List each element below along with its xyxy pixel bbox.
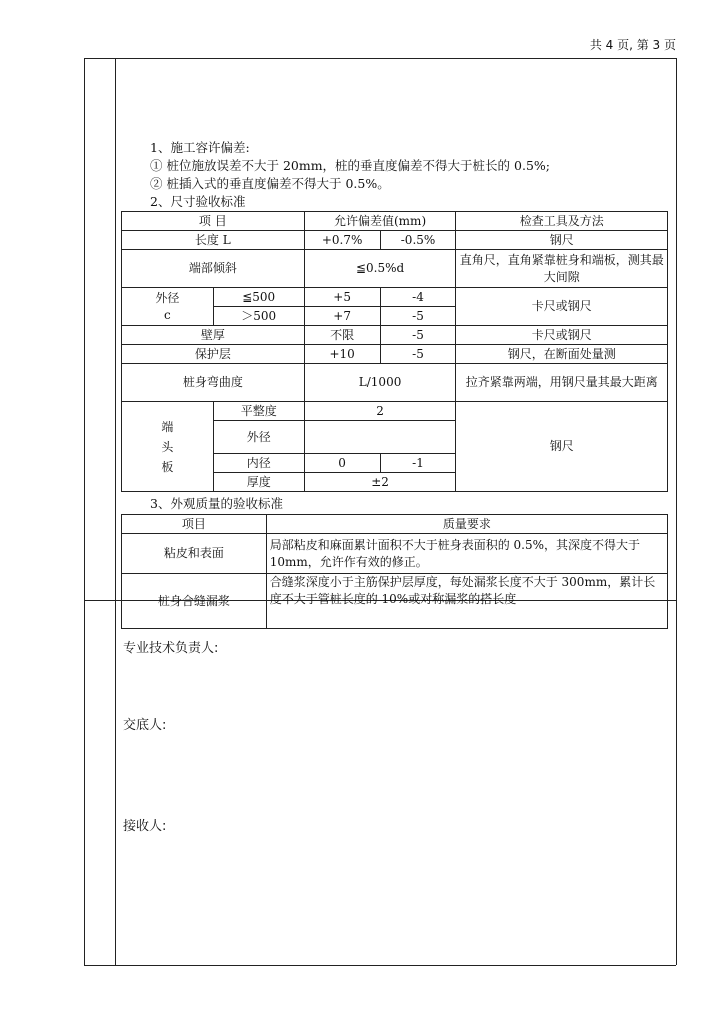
cell-endplate-label (122, 402, 214, 492)
receiver-label: 接收人: (123, 819, 167, 834)
cell-outer-sub1-neg: -4 (380, 288, 456, 307)
cell-outer-method: 卡尺或钢尺 (456, 288, 668, 326)
tech-lead-label: 专业技术负责人: (123, 641, 219, 656)
frame-left-line (84, 58, 85, 965)
endplate-char-3: 板 (161, 459, 174, 474)
cell-length-method: 钢尺 (456, 231, 668, 250)
table-row (122, 288, 668, 307)
cell-tilt-label: 端部倾斜 (122, 250, 305, 288)
dimension-table (121, 211, 668, 492)
header-appearance-item: 项目 (122, 515, 267, 534)
cell-bend-label: 桩身弯曲度 (122, 364, 305, 402)
endplate-char-1: 端 (161, 419, 174, 434)
cell-cover-label: 保护层 (122, 345, 305, 364)
table-row (122, 231, 668, 250)
cell-outer-sub2-pos: +7 (304, 307, 380, 326)
table-row (122, 534, 668, 574)
cell-cover-method: 钢尺，在断面处量测 (456, 345, 668, 364)
section1-item-1: ① 桩位施放误差不大于 20mm，桩的垂直度偏差不得大于桩长的 0.5%; (150, 158, 551, 173)
section2-title: 2、尺寸验收标准 (150, 194, 246, 209)
cell-surface-requirement: 局部粘皮和麻面累计面积不大于桩身表面积的 0.5%，其深度不得大于 10mm，允许作有效的修正。 (266, 534, 667, 574)
table-row (122, 515, 668, 534)
header-item: 项 目 (122, 212, 305, 231)
cell-flatness: 平整度 (213, 402, 304, 421)
header-method: 检查工具及方法 (456, 212, 668, 231)
cell-outer-label (122, 288, 214, 326)
table-row (122, 326, 668, 345)
cell-bend-value: L/1000 (304, 364, 456, 402)
table-row (122, 250, 668, 288)
cell-outer-sub2-neg: -5 (380, 307, 456, 326)
cell-cover-pos: +10 (304, 345, 380, 364)
outer-label-line2: c (164, 307, 171, 322)
cell-bend-method: 拉齐紧靠两端，用钢尺量其最大距离 (456, 364, 668, 402)
discloser-label: 交底人: (123, 718, 167, 733)
cell-endplate-outer: 外径 (213, 421, 304, 454)
cell-wall-neg: -5 (380, 326, 456, 345)
cell-endplate-thickness: 厚度 (213, 473, 304, 492)
cell-surface-item: 粘皮和表面 (122, 534, 267, 574)
header-appearance-requirement: 质量要求 (266, 515, 667, 534)
table-row (122, 345, 668, 364)
cell-wall-method: 卡尺或钢尺 (456, 326, 668, 345)
outer-label-line1: 外径 (155, 290, 180, 305)
cell-flatness-val: 2 (304, 402, 456, 421)
cell-cover-neg: -5 (380, 345, 456, 364)
cell-length-neg: -0.5% (380, 231, 456, 250)
section1-title: 1、施工容许偏差: (150, 140, 250, 155)
cell-seam-requirement: 合缝浆深度小于主筋保护层厚度，每处漏浆长度不大于 300mm，累计长度不大于管桩长度的 10%或对称漏浆的搭长度 (266, 574, 667, 629)
cell-tilt-value: ≦0.5%d (304, 250, 456, 288)
appearance-table (121, 514, 668, 629)
section1-item-2: ② 桩插入式的垂直度偏差不得大于 0.5%。 (150, 176, 390, 191)
endplate-char-2: 头 (161, 439, 174, 454)
header-tolerance: 允许偏差值(mm) (304, 212, 456, 231)
frame-top-line (84, 58, 676, 59)
table-row (122, 212, 668, 231)
frame-right-line (676, 58, 677, 965)
cell-endplate-method: 钢尺 (456, 402, 668, 492)
cell-length-label: 长度 L (122, 231, 305, 250)
cell-length-pos: +0.7% (304, 231, 380, 250)
cell-wall-pos: 不限 (304, 326, 380, 345)
table-row (122, 574, 668, 629)
page-indicator: 共 4 页, 第 3 页 (589, 38, 676, 52)
table-row (122, 402, 668, 421)
table-row (122, 364, 668, 402)
cell-outer-sub2: ＞500 (213, 307, 304, 326)
section3-title: 3、外观质量的验收标准 (150, 496, 283, 511)
cell-outer-sub1: ≦500 (213, 288, 304, 307)
cell-outer-sub1-pos: +5 (304, 288, 380, 307)
cell-seam-item: 桩身合缝漏浆 (122, 574, 267, 629)
frame-inner-left-line (115, 58, 116, 965)
cell-tilt-method: 直角尺，直角紧靠桩身和端板，测其最大间隙 (456, 250, 668, 288)
cell-endplate-inner-neg: -1 (380, 454, 456, 473)
cell-endplate-outer-val (304, 421, 456, 454)
cell-endplate-inner-pos: 0 (304, 454, 380, 473)
cell-endplate-inner: 内径 (213, 454, 304, 473)
cell-wall-label: 壁厚 (122, 326, 305, 345)
cell-endplate-thickness-val: ±2 (304, 473, 456, 492)
frame-bottom-line (84, 965, 676, 966)
